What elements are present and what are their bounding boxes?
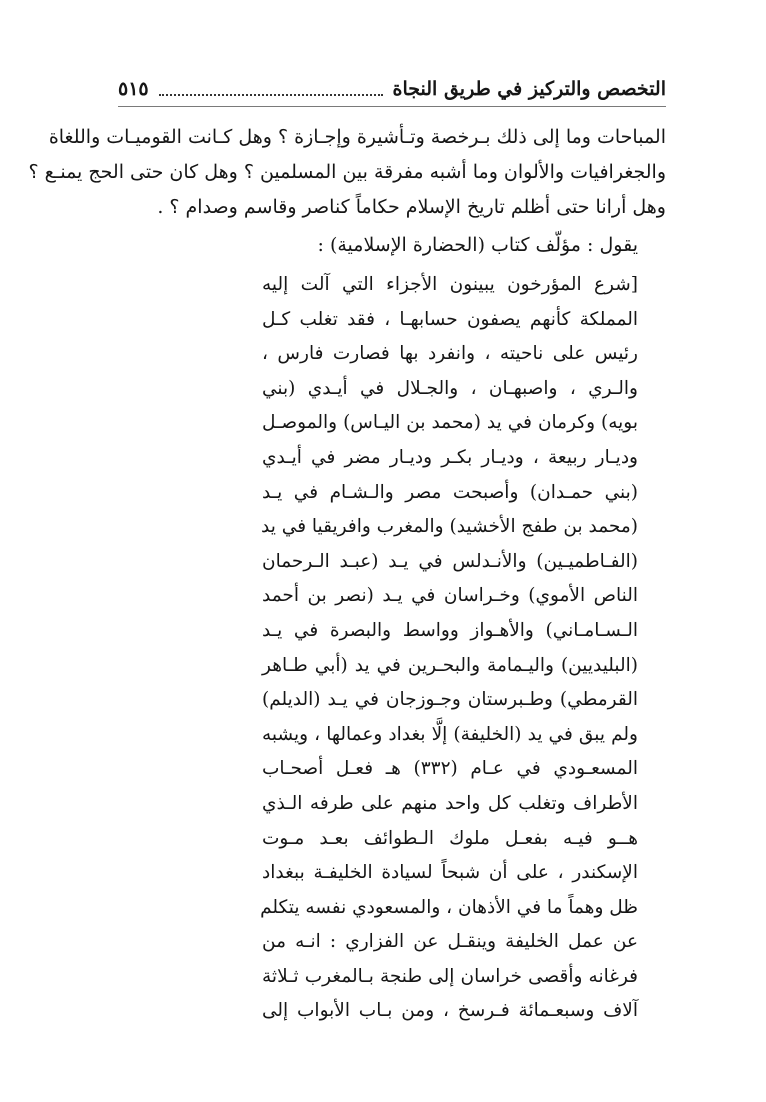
text-line: وهل أرانا حتى أظلم تاريخ الإسلام حكاماً كناصر وقاسم وصدام ؟ . — [157, 196, 666, 218]
quote-line: (الفـاطميـين) والأنـدلس في يـد (عبـد الـرحمان — [262, 550, 638, 572]
quote-line: آلاف وسبعـمائة فـرسخ ، ومن بـاب الأبواب إلى — [262, 1000, 638, 1022]
quote-line: الإسكندر ، على أن شبحاً لسيادة الخليفـة ببغداد — [262, 862, 638, 884]
leader-dots — [159, 94, 383, 96]
quoted-passage — [262, 268, 638, 1029]
text-line: المباحات وما إلى ذلك بـرخصة وتـأشيرة وإجـازة ؟ وهل كـانت القوميـات واللغاة — [48, 126, 666, 148]
quote-line: رئيس على ناحيته ، وانفرد بها فصارت فارس ، — [262, 343, 638, 365]
quote-line: المملكة كأنهم يصفون حسابهـا ، فقد تغلب كـل — [262, 308, 638, 330]
quote-line: ولم يبق في يد (الخليفة) إلَّا بغداد وعمالها ، ويشبه — [262, 723, 638, 745]
quote-lead-in: يقول : مؤلّف كتاب (الحضارة الإسلامية) : — [317, 234, 638, 256]
quote-line: القرمطي) وطـبرستان وجـوزجان في يـد (الديلم) — [262, 689, 638, 711]
quote-line: (محمد بن طفج الأخشيد) والمغرب وافريقيا في يد — [261, 516, 638, 538]
page-number: ٥١٥ — [118, 78, 149, 100]
quote-line: الناص الأموي) وخـراسان في يـد (نصر بن أحمد — [262, 585, 638, 607]
quote-line: (البليديين) واليـمامة والبحـرين في يد (أبي طـاهر — [262, 654, 638, 676]
running-header — [118, 72, 666, 107]
quote-line: الأطراف وتغلب كل واحد منهم على طرفه الـذي — [262, 792, 638, 814]
quote-line: [شرع المؤرخون يبينون الأجزاء التي آلت إليه — [262, 274, 638, 295]
quote-line: هــو فيـه بفعـل ملوك الـطوائف بعـد مـوت — [262, 827, 638, 849]
quote-line: بويه) وكرمان في يد (محمد بن اليـاس) والموصـل — [262, 412, 638, 434]
text-line: والجغرافيات والألوان وما أشبه مفرقة بين المسلمين ؟ وهل كان حتى الحج يمنـع ؟ — [28, 161, 666, 183]
quote-line: والـري ، واصبهـان ، والجـلال في أيـدي (بني — [262, 377, 638, 399]
quote-line: عن عمل الخليفة وينقـل عن الفزاري : انـه من — [262, 931, 638, 953]
intro-paragraph — [28, 120, 666, 225]
quote-line: المسعـودي في عـام (٣٣٢) هـ فعـل أصحـاب — [262, 758, 638, 780]
quote-line: ظل وهماً ما في الأذهان ، والمسعودي نفسه يتكلم — [260, 896, 638, 918]
chapter-title: التخصص والتركيز في طريق النجاة — [392, 78, 666, 100]
quote-line: الـسـامـاني) والأهـواز وواسط والبصرة في يـد — [262, 619, 638, 641]
quote-line: وديـار ربيعة ، وديـار بكـر وديـار مضر في أيـدي — [262, 446, 638, 468]
quote-line: (بني حمـدان) وأصبحت مصر والـشـام في يـد — [262, 481, 638, 503]
quote-line: فرغانه وأقصى خراسان إلى طنجة بـالمغرب ثـلاثة — [262, 965, 638, 987]
